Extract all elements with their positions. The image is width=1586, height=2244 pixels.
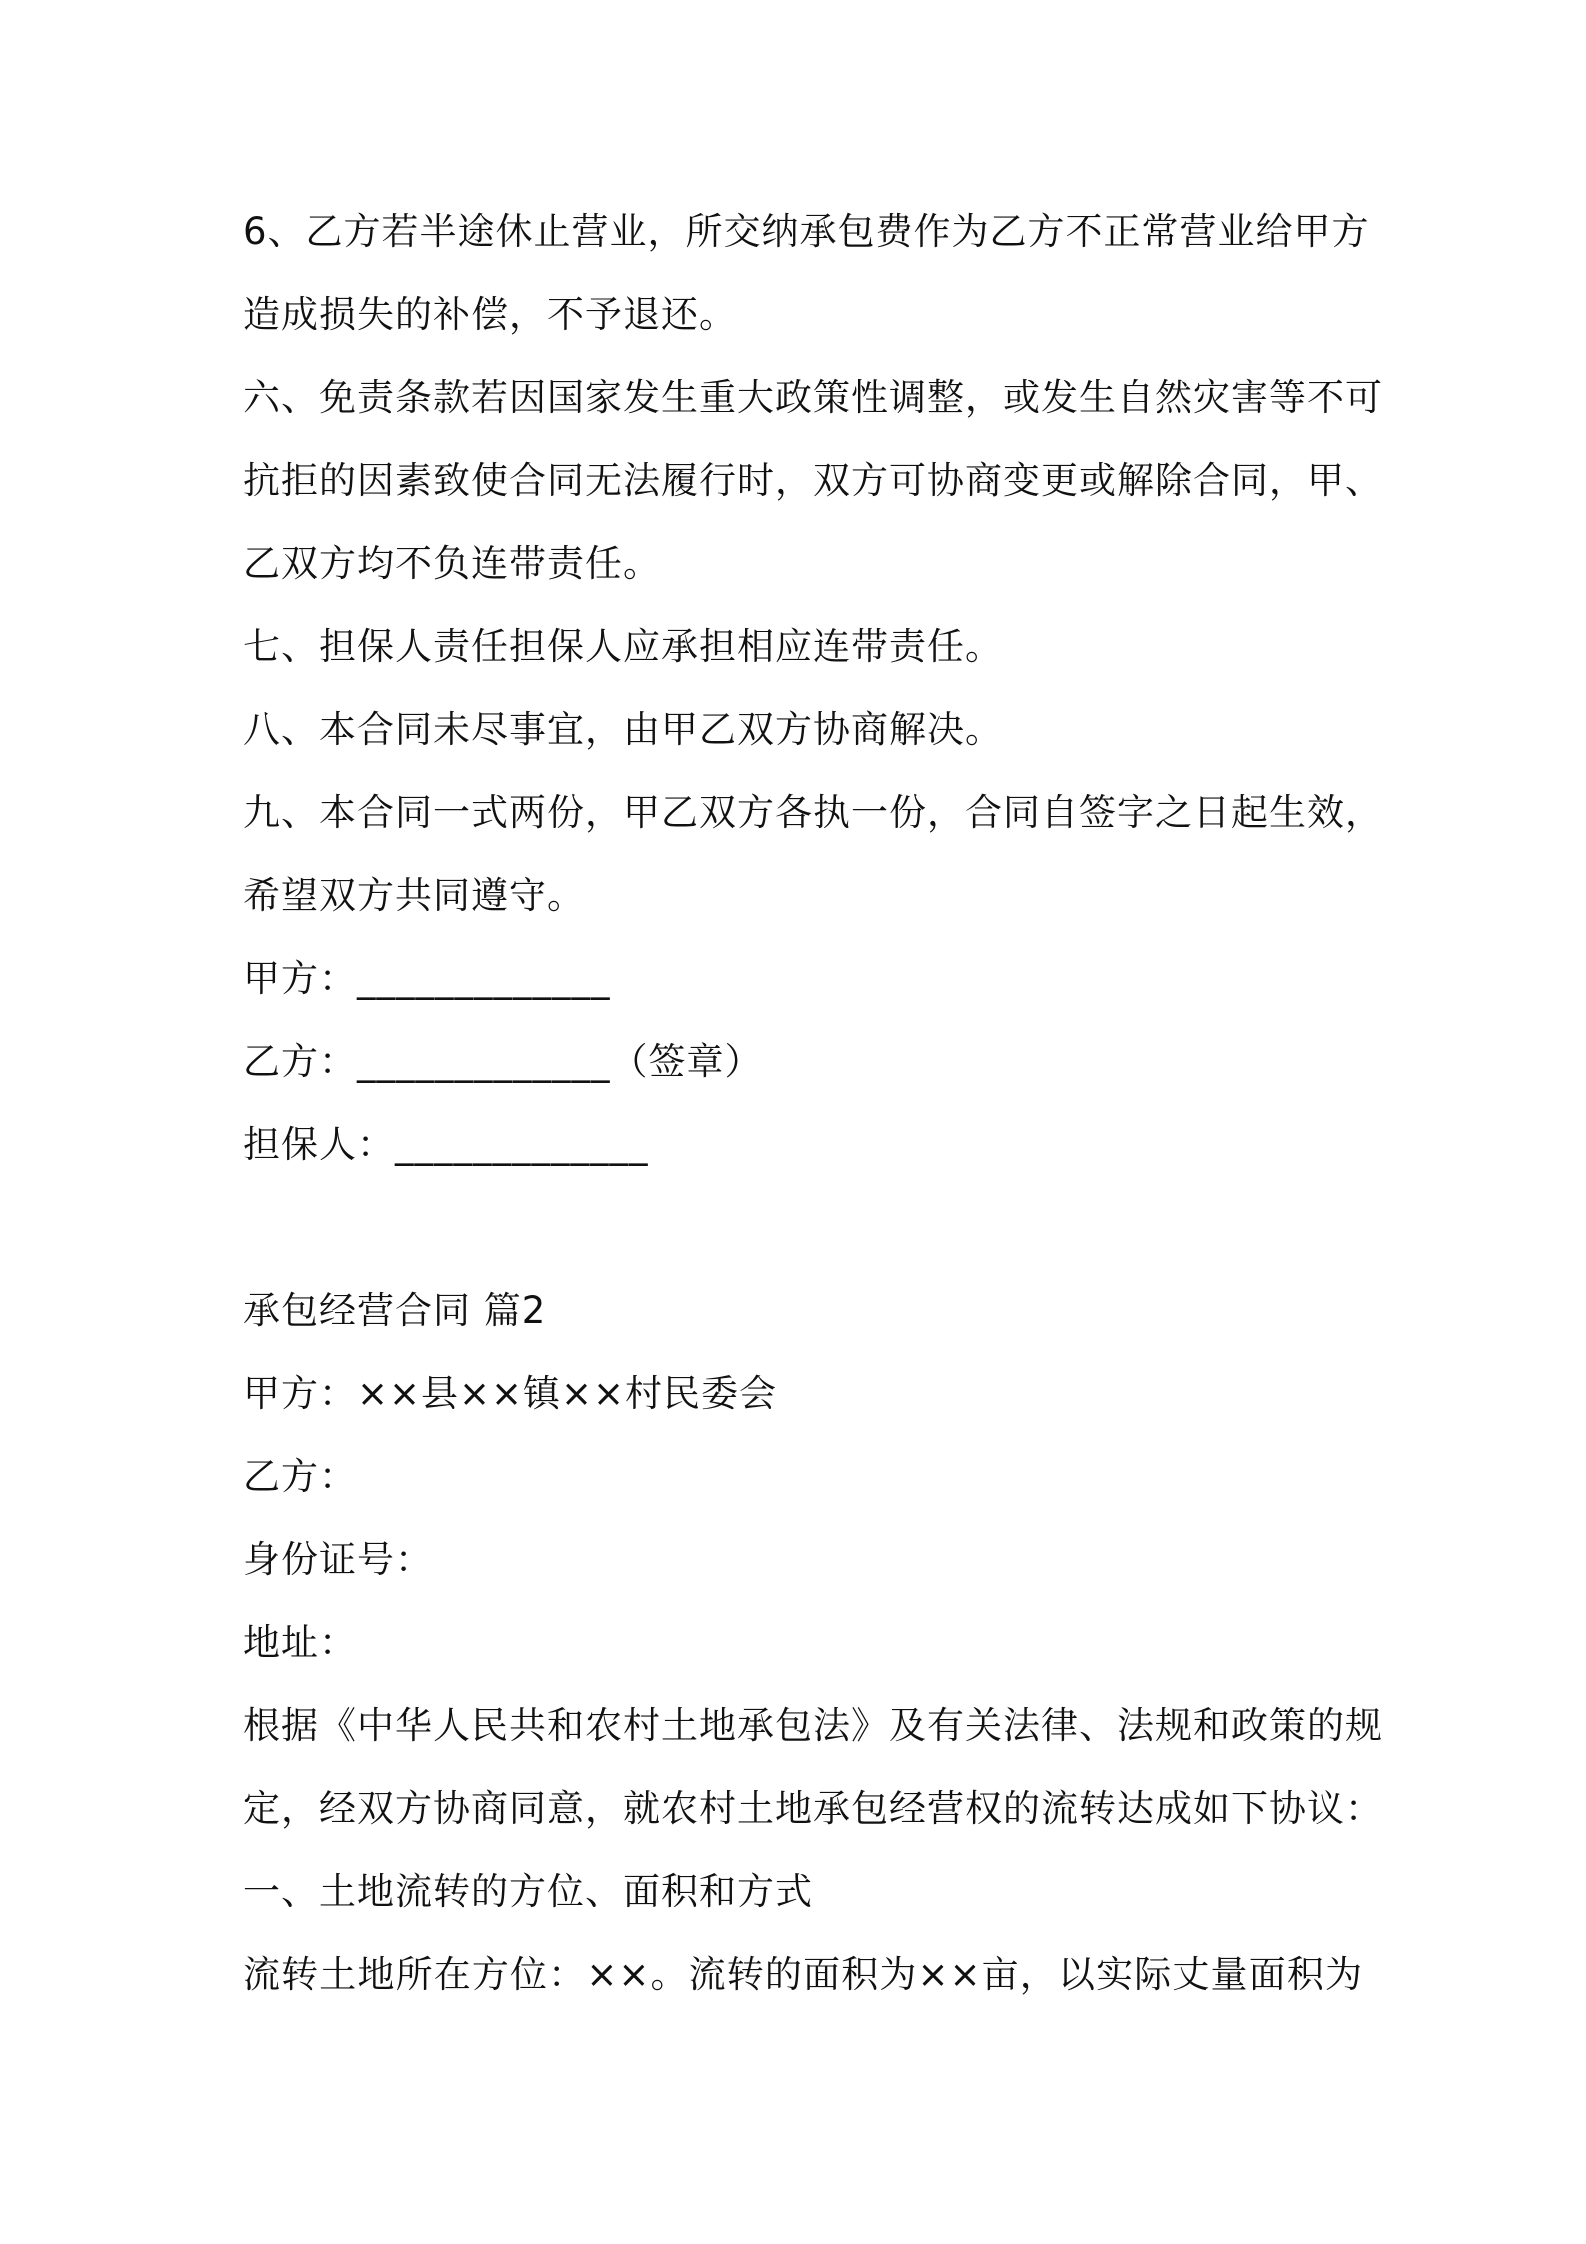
article-one-line-1: 流转土地所在方位：××。流转的面积为××亩，以实际丈量面积为 <box>243 1953 1363 1996</box>
clause-six-line-1: 六、免责条款若因国家发生重大政策性调整，或发生自然灾害等不可 <box>243 376 1383 419</box>
party-a-signature-line: 甲方：_____________ <box>243 957 611 1000</box>
clause-6-line-1: 6、乙方若半途休止营业，所交纳承包费作为乙方不正常营业给甲方 <box>243 210 1370 253</box>
party-b-label: 乙方： <box>243 1455 357 1498</box>
guarantor-signature-line: 担保人：_____________ <box>243 1123 649 1166</box>
preamble-line-1: 根据《中华人民共和农村土地承包法》及有关法律、法规和政策的规 <box>243 1704 1383 1747</box>
clause-seven: 七、担保人责任担保人应承担相应连带责任。 <box>243 625 1003 668</box>
article-one-heading: 一、土地流转的方位、面积和方式 <box>243 1870 813 1913</box>
id-number-label: 身份证号： <box>243 1538 433 1581</box>
address-label: 地址： <box>243 1621 357 1664</box>
party-a-name: 甲方：××县××镇××村民委会 <box>243 1372 778 1415</box>
clause-6-line-2: 造成损失的补偿，不予退还。 <box>243 293 737 336</box>
clause-nine-line-1: 九、本合同一式两份，甲乙双方各执一份，合同自签字之日起生效， <box>243 791 1383 834</box>
preamble-line-2: 定，经双方协商同意，就农村土地承包经营权的流转达成如下协议： <box>243 1787 1383 1830</box>
clause-eight: 八、本合同未尽事宜，由甲乙双方协商解决。 <box>243 708 1003 751</box>
section-title-part-2: 承包经营合同 篇2 <box>243 1289 547 1332</box>
clause-nine-line-2: 希望双方共同遵守。 <box>243 874 585 917</box>
party-b-signature-line: 乙方：_____________（签章） <box>243 1040 763 1083</box>
clause-six-line-2: 抗拒的因素致使合同无法履行时，双方可协商变更或解除合同，甲、 <box>243 459 1383 502</box>
clause-six-line-3: 乙双方均不负连带责任。 <box>243 542 661 585</box>
